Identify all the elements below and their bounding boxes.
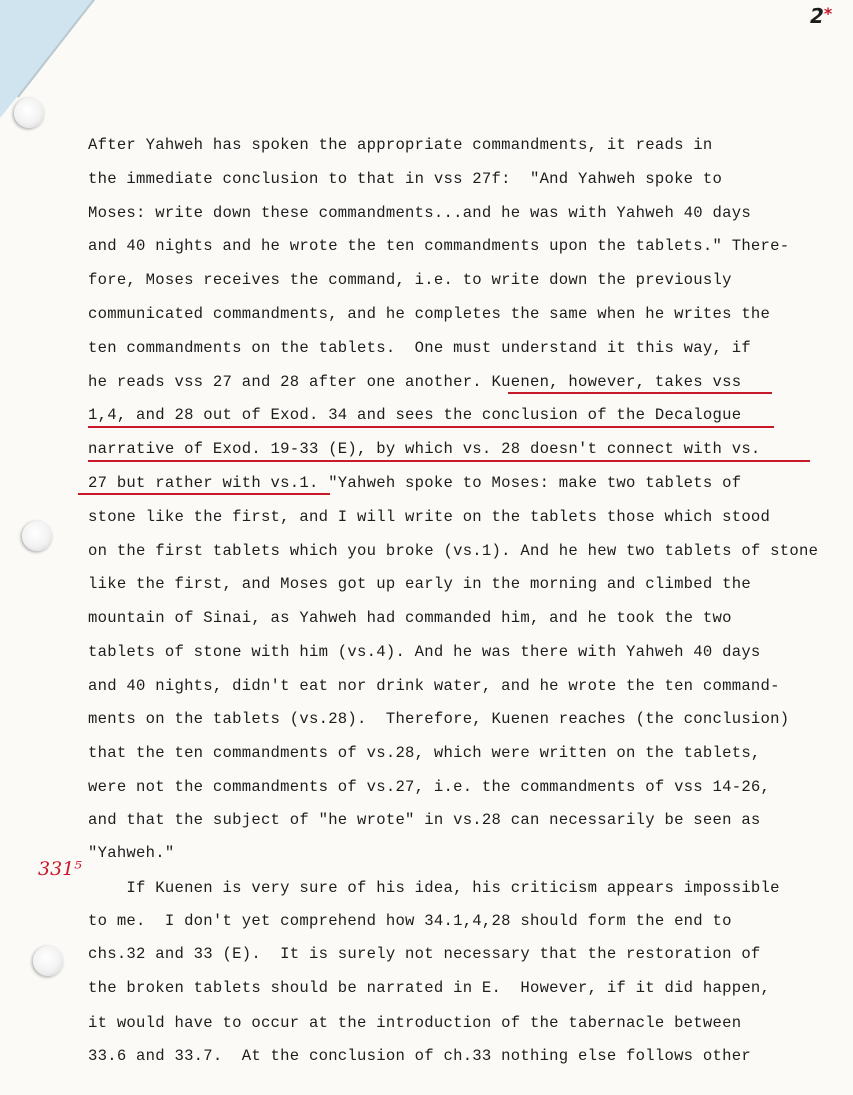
text-line: ments on the tablets (vs.28). Therefore, Kuenen reaches (the conclusion) (88, 710, 790, 728)
text-line: 1,4, and 28 out of Exod. 34 and sees the conclusion of the Decalogue (88, 406, 742, 424)
text-line: fore, Moses receives the command, i.e. to write down the previously (88, 271, 732, 289)
red-underline (88, 426, 774, 428)
red-underline (88, 460, 810, 462)
page-number (810, 4, 832, 28)
text-line: tablets of stone with him (vs.4). And he was there with Yahweh 40 days (88, 643, 761, 661)
text-line: and 40 nights, didn't eat nor drink water, and he wrote the ten command- (88, 677, 780, 695)
red-underline (508, 392, 772, 394)
text-line: the immediate conclusion to that in vss 27f: "And Yahweh spoke to (88, 170, 723, 188)
text-line: 27 but rather with vs.1. "Yahweh spoke to Moses: make two tablets of (88, 474, 742, 492)
text-line: and that the subject of "he wrote" in vs.28 can necessarily be seen as (88, 811, 761, 829)
text-line: he reads vss 27 and 28 after one another. Kuenen, however, takes vss (88, 373, 742, 391)
text-line: that the ten commandments of vs.28, which were written on the tablets, (88, 744, 761, 762)
text-line: If Kuenen is very sure of his idea, his criticism appears impossible (88, 879, 780, 897)
text-line: After Yahweh has spoken the appropriate commandments, it reads in (88, 136, 713, 154)
text-line: it would have to occur at the introduction of the tabernacle between (88, 1014, 742, 1032)
text-line: ten commandments on the tablets. One must understand it this way, if (88, 339, 751, 357)
text-line: 33.6 and 33.7. At the conclusion of ch.33 nothing else follows other (88, 1047, 751, 1065)
text-line: mountain of Sinai, as Yahweh had commanded him, and he took the two (88, 609, 732, 627)
text-line: communicated commandments, and he completes the same when he writes the (88, 305, 771, 323)
text-line: stone like the first, and I will write on the tablets those which stood (88, 508, 771, 526)
margin-note: 331⁵ (38, 858, 82, 880)
text-line: chs.32 and 33 (E). It is surely not necessary that the restoration of (88, 945, 761, 963)
binder-hole-middle (22, 521, 52, 551)
page-number-value: 2 (810, 4, 824, 28)
binder-hole-top (14, 98, 44, 128)
red-underline (78, 493, 330, 495)
binder-hole-bottom (33, 946, 63, 976)
text-line: to me. I don't yet comprehend how 34.1,4,28 should form the end to (88, 912, 732, 930)
text-line: the broken tablets should be narrated in E. However, if it did happen, (88, 979, 771, 997)
text-line: "Yahweh." (88, 844, 175, 862)
text-line: narrative of Exod. 19-33 (E), by which vs. 28 doesn't connect with vs. (88, 440, 761, 458)
text-line: Moses: write down these commandments...and he was with Yahweh 40 days (88, 204, 751, 222)
text-line: on the first tablets which you broke (vs.1). And he hew two tablets of stone (88, 542, 819, 560)
text-line: were not the commandments of vs.27, i.e. the commandments of vss 14-26, (88, 778, 771, 796)
page-number-mark: * (823, 4, 833, 23)
text-line: and 40 nights and he wrote the ten commandments upon the tablets." There- (88, 237, 790, 255)
text-line: like the first, and Moses got up early in the morning and climbed the (88, 575, 751, 593)
